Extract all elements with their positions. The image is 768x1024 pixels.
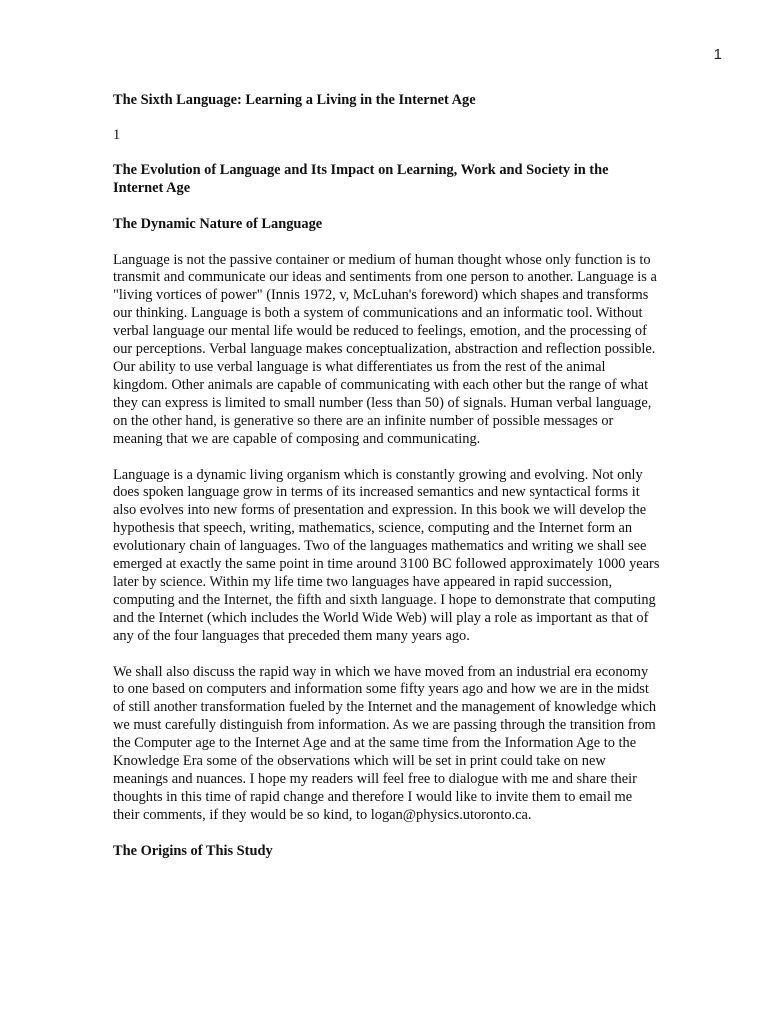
body-paragraph: Language is not the passive container or medium of human thought whose only function is to transmit and communicate our ideas and sentiments from one person to another. Language is a "living vortices of power" (Innis 1972, v, McLuhan's foreword) which shapes and transforms our thinking. Language is both a system of communications and an informatic tool. Without verbal language our mental life would be reduced to feelings, emotion, and the processing of our perceptions. Verbal language makes conceptualization, abstraction and reflection possible. Our ability to use verbal language is what differentiates us from the rest of the animal kingdom. Other animals are capable of communicating with each other but the range of what they can express is limited to small number (less than 50) of signals. Human verbal language, on the other hand, is generative so there are an infinite number of possible messages or meaning that we are capable of composing and communicating. (113, 251, 657, 447)
body-paragraph: Language is a dynamic living organism which is constantly growing and evolving. Not only does spoken language grow in terms of its increased semantics and new syntactical forms it also evolves into new forms of presentation and expression. In this book we will develop the hypothesis that speech, writing, mathematics, science, computing and the Internet form an evolutionary chain of languages. Two of the languages mathematics and writing we shall see emerged at exactly the same point in time around 3100 BC followed approximately 1000 years later by science. Within my life time two languages have appeared in rapid succession, computing and the Internet, the fifth and sixth language. I hope to demonstrate that computing and the Internet (which includes the World Wide Web) will play a role as important as that of any of the four languages that preceded them many years ago. (113, 466, 660, 644)
chapter-title: The Evolution of Language and Its Impact on Learning, Work and Society in the Internet Age (113, 161, 609, 196)
section-heading-dynamic-nature: The Dynamic Nature of Language (113, 215, 323, 232)
section-heading-origins: The Origins of This Study (113, 842, 273, 859)
body-paragraph: We shall also discuss the rapid way in which we have moved from an industrial era economy to one based on computers and information some fifty years ago and how we are in the midst of still another transformation fueled by the Internet and the management of knowledge which we must carefully distinguish from information. As we are passing through the transition from the Computer age to the Internet Age and at the same time from the Information Age to the Knowledge Era some of the observations which will be set in print could take on new meanings and nuances. I hope my readers will feel free to dialogue with me and share their thoughts in this time of rapid change and therefore I would like to invite them to email me their comments, if they would be so kind, to logan@physics.utoronto.ca. (113, 663, 657, 823)
page-content (113, 92, 660, 879)
book-title: The Sixth Language: Learning a Living in the Internet Age (113, 92, 476, 108)
page-number: 1 (713, 46, 722, 63)
chapter-number: 1 (113, 126, 121, 143)
